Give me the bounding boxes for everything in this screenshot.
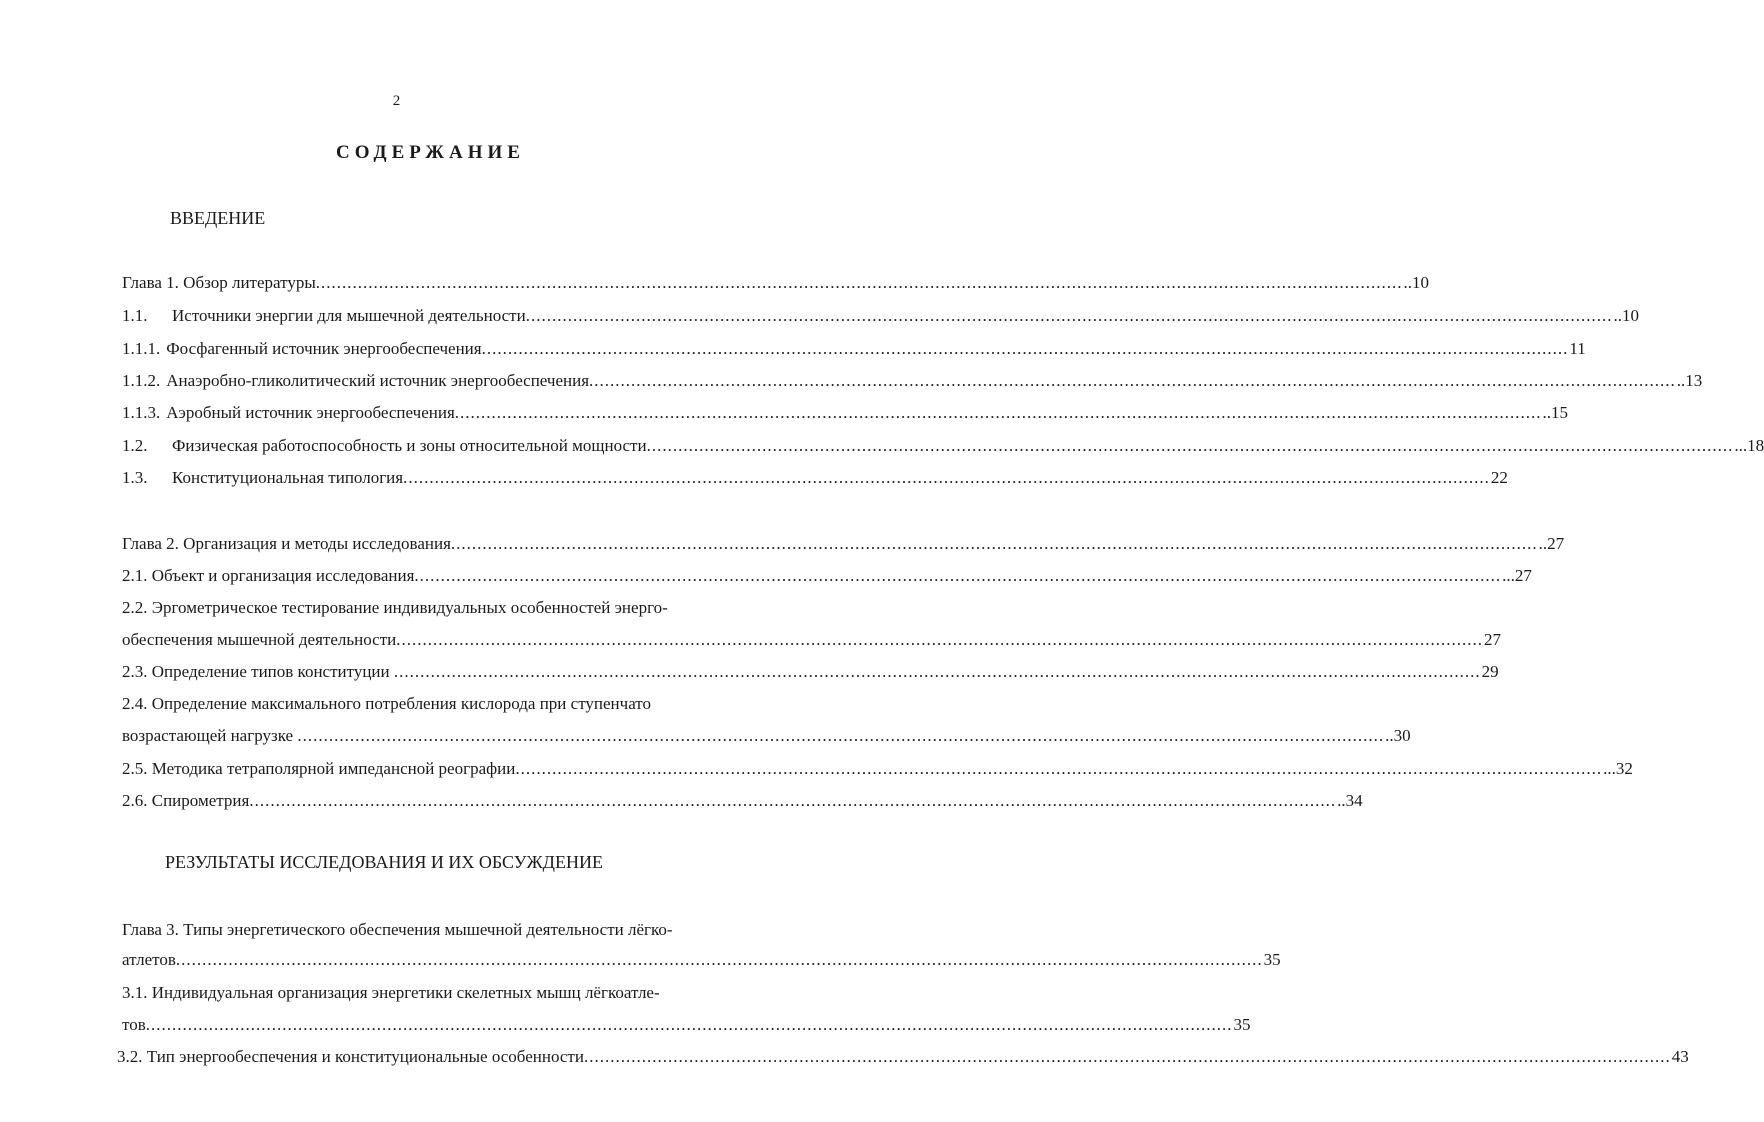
toc-entry-text: 2.2. Эргометрическое тестирование индивидуальных особенностей энерго- (122, 598, 668, 617)
dot-leader (455, 401, 1542, 425)
toc-page-number: 22 (1490, 468, 1508, 487)
dot-leader (451, 532, 1538, 556)
toc-page-number: 35 (1233, 1015, 1251, 1034)
toc-entry-text: 2.3. Определение типов конституции (122, 662, 394, 681)
page-number: 2 (392, 93, 401, 109)
toc-entry-2-5[interactable] (122, 757, 1633, 781)
toc-page-number: ..27 (1538, 534, 1565, 553)
toc-page-number: ...27 (1502, 566, 1532, 585)
dot-leader (515, 757, 1602, 781)
toc-entry-2-4-continuation[interactable] (122, 724, 1411, 748)
toc-page-number: ..15 (1542, 403, 1569, 422)
toc-entry-2-6[interactable] (122, 789, 1363, 813)
toc-entry-chapter-2[interactable] (122, 532, 1565, 556)
toc-entry-2-3[interactable] (122, 660, 1499, 684)
toc-entry-2-4[interactable] (122, 692, 720, 716)
toc-entry-3-2[interactable] (117, 1045, 1689, 1069)
toc-entry-2-1[interactable] (122, 564, 1532, 588)
dot-leader (396, 628, 1483, 652)
toc-entry-number: 1.3. (122, 468, 148, 487)
toc-page-number: ..34 (1337, 791, 1363, 810)
toc-entry-1-1-2[interactable] (122, 369, 1703, 393)
toc-page-number: 11 (1569, 339, 1586, 358)
toc-entry-number: 1.2. (122, 436, 148, 455)
toc-entry-number: 1.1.3. (122, 403, 161, 422)
toc-entry-text: Источники энергии для мышечной деятельности (172, 306, 526, 325)
toc-page-number: 35 (1263, 950, 1281, 969)
toc-entry-text: 3.2. Тип энергообеспечения и конституциональные особенности (117, 1047, 584, 1066)
toc-entry-text: 2.4. Определение максимального потребления кислорода при ступенчато (122, 694, 652, 713)
toc-entry-text: Анаэробно-гликолитический источник энергообеспечения (166, 371, 590, 390)
toc-entry-text: Глава 3. Типы энергетического обеспечения мышечной деятельности лёгко- (122, 920, 673, 939)
dot-leader (482, 337, 1569, 361)
toc-page-number: ..10 (1403, 273, 1430, 292)
toc-entry-3-1[interactable] (122, 981, 720, 1005)
toc-entry-text: 2.6. Спирометрия (122, 791, 250, 810)
toc-entry-text: 2.1. Объект и организация исследования (122, 566, 415, 585)
dot-leader (176, 948, 1263, 972)
dot-leader (394, 660, 1481, 684)
toc-entry-text: возрастающей нагрузке (122, 726, 298, 745)
toc-entry-chapter-1[interactable] (122, 271, 1430, 295)
dot-leader (589, 369, 1676, 393)
toc-entry-2-2-continuation[interactable] (122, 628, 1501, 652)
page-title: СОДЕРЖАНИЕ (336, 142, 525, 163)
toc-entry-number: 1.1.1. (122, 339, 161, 358)
dot-leader (297, 724, 1384, 748)
toc-entry-text: Фосфагенный источник энергообеспечения (166, 339, 482, 358)
toc-entry-1-1-3[interactable] (122, 401, 1569, 425)
toc-entry-chapter-3[interactable] (122, 918, 720, 942)
toc-page-number: ..30 (1385, 726, 1411, 745)
toc-entry-text: Физическая работоспособность и зоны относительной мощности (172, 436, 647, 455)
results-heading: РЕЗУЛЬТАТЫ ИССЛЕДОВАНИЯ И ИХ ОБСУЖДЕНИЕ (165, 852, 603, 872)
dot-leader (316, 271, 1403, 295)
toc-entry-text: обеспечения мышечной деятельности (122, 630, 397, 649)
dot-leader (584, 1045, 1671, 1069)
toc-entry-text: Глава 2. Организация и методы исследования (122, 534, 451, 553)
toc-entry-chapter-3-continuation[interactable] (122, 948, 1281, 972)
toc-entry-1-2[interactable] (122, 434, 1764, 458)
toc-page-number: ...18 (1734, 436, 1764, 455)
toc-entry-text: Глава 1. Обзор литературы (122, 273, 316, 292)
toc-entry-1-1[interactable] (122, 304, 1639, 328)
toc-page-number: ..13 (1676, 371, 1703, 390)
dot-leader (249, 789, 1336, 813)
toc-entry-number: 1.1.2. (122, 371, 161, 390)
dot-leader (403, 466, 1490, 490)
toc-entry-3-1-continuation[interactable] (122, 1013, 1251, 1037)
introduction-heading: ВВЕДЕНИЕ (170, 208, 266, 228)
toc-page-number: ..10 (1613, 306, 1639, 325)
toc-entry-text: Аэробный источник энергообеспечения (166, 403, 455, 422)
dot-leader (526, 304, 1613, 328)
toc-entry-1-3[interactable] (122, 466, 1508, 490)
toc-entry-text: тов (122, 1015, 146, 1034)
toc-entry-text: атлетов (122, 950, 176, 969)
dot-leader (414, 564, 1501, 588)
toc-page-number: 43 (1671, 1047, 1689, 1066)
toc-entry-number: 1.1. (122, 306, 148, 325)
toc-entry-text: 3.1. Индивидуальная организация энергетики скелетных мышц лёгкоатле- (122, 983, 660, 1002)
toc-entry-2-2[interactable] (122, 596, 720, 620)
toc-page-number: 27 (1483, 630, 1501, 649)
toc-entry-1-1-1[interactable] (122, 337, 1586, 361)
toc-page-number: 29 (1481, 662, 1499, 681)
toc-entry-text: Конституциональная типология (172, 468, 404, 487)
dot-leader (146, 1013, 1233, 1037)
toc-page-number: ...32 (1603, 759, 1633, 778)
toc-entry-text: 2.5. Методика тетраполярной импедансной реографии (122, 759, 516, 778)
dot-leader (647, 434, 1734, 458)
